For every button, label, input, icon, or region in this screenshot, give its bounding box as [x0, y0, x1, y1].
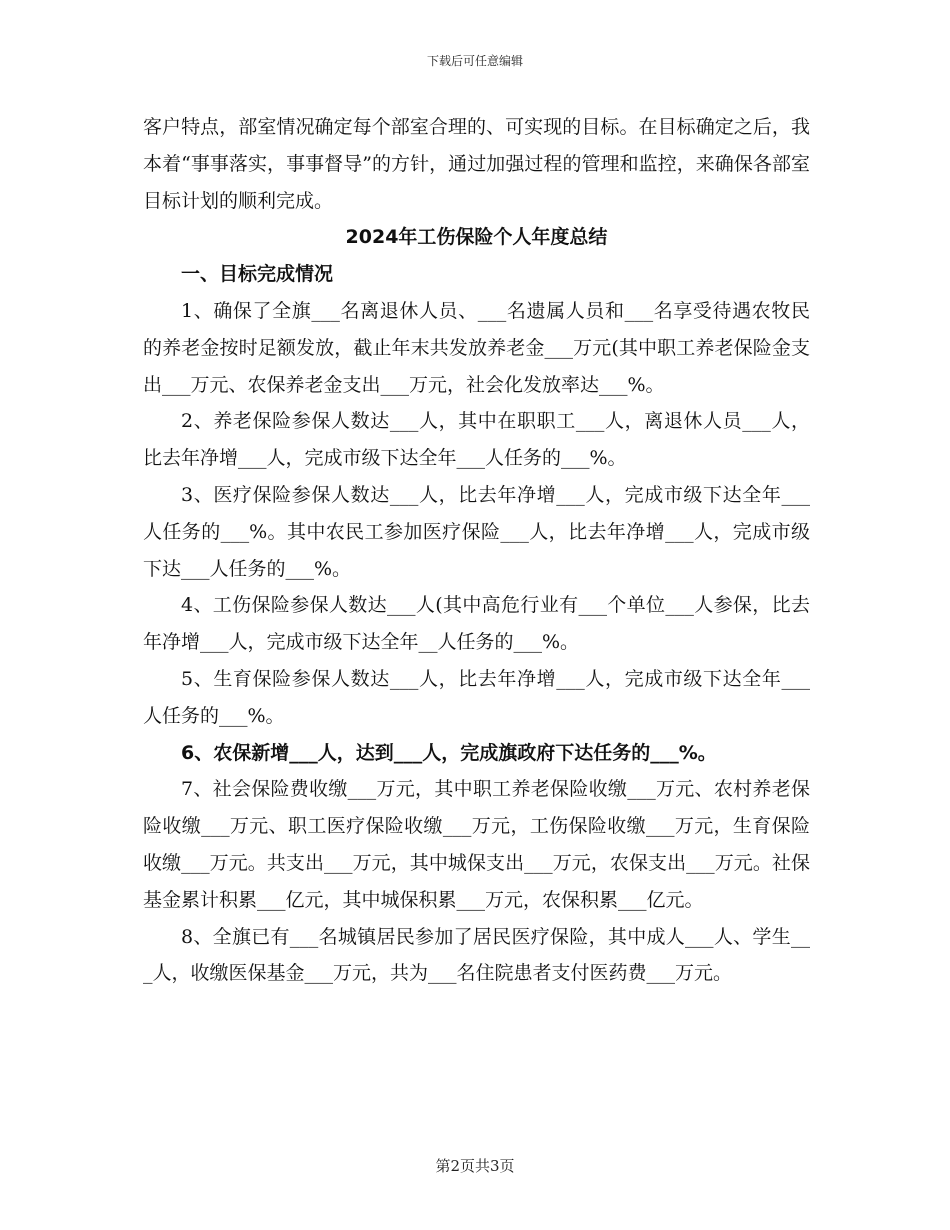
document-body: [143, 109, 810, 992]
list-item-3: 3、医疗保险参保人数达___人，比去年净增___人，完成市级下达全年___人任务的___%。其中农民工参加医疗保险___人，比去年净增___人，完成市级下达___人任务的___%。: [143, 483, 810, 580]
list-item-2: 2、养老保险参保人数达___人，其中在职职工___人，离退休人员___人，比去年净增___人，完成市级下达全年___人任务的___%。: [143, 410, 810, 470]
list-item-6: 6、农保新增___人，达到___人，完成旗政府下达任务的___%。: [181, 741, 717, 764]
page-number: 第2页共3页: [435, 1157, 515, 1175]
section-heading: 一、目标完成情况: [181, 263, 334, 286]
list-item-1: 1、确保了全旗___名离退休人员、___名遗属人员和___名享受待遇农牧民的养老金按时足额发放，截止年末共发放养老金___万元(其中职工养老保险金支出___万元、农保养老金支出___万元，社会化发放率达___%。: [143, 299, 810, 396]
list-item-7: 7、社会保险费收缴___万元，其中职工养老保险收缴___万元、农村养老保险收缴___万元、职工医疗保险收缴___万元，工伤保险收缴___万元，生育保险收缴___万元。共支出___万元，其中城保支出___万元，农保支出___万元。社保基金累计积累___亿元，其中城保积累___万元，农保积累___亿元。: [143, 778, 810, 911]
list-item-4: 4、工伤保险参保人数达___人(其中高危行业有___个单位___人参保，比去年净增___人，完成市级下达全年__人任务的___%。: [143, 594, 810, 654]
intro-paragraph: 客户特点，部室情况确定每个部室合理的、可实现的目标。在目标确定之后，我本着“事事落实，事事督导”的方针，通过加强过程的管理和监控，来确保各部室目标计划的顺利完成。: [143, 116, 810, 212]
list-item-8: 8、全旗已有___名城镇居民参加了居民医疗保险，其中成人___人、学生___人，收缴医保基金___万元，共为___名住院患者支付医药费___万元。: [143, 925, 810, 985]
page-header-note: 下载后可任意编辑: [426, 54, 523, 68]
document-title: 2024年工伤保险个人年度总结: [345, 226, 608, 249]
list-item-5: 5、生育保险参保人数达___人，比去年净增___人，完成市级下达全年___人任务的___%。: [143, 667, 810, 727]
